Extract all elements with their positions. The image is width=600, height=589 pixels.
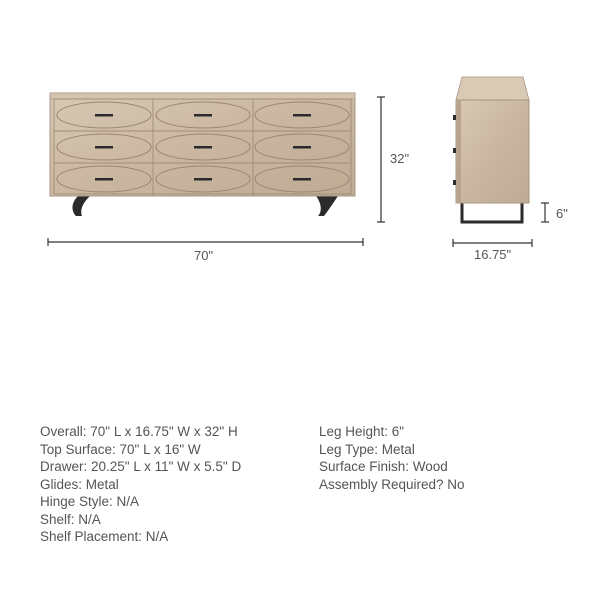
left-leg (73, 196, 91, 216)
side-body (456, 100, 529, 203)
dresser-body (50, 93, 355, 196)
spec-surface-finish: Surface Finish: Wood (319, 459, 448, 474)
spec-leg-type: Leg Type: Metal (319, 441, 415, 457)
drawer-handle (95, 178, 113, 181)
spec-shelf: Shelf: N/A (40, 511, 101, 527)
height-dimension-line (377, 97, 385, 222)
specs-right-column (319, 423, 465, 493)
spec-overall: Overall: 70" L x 16.75" W x 32" H (40, 424, 238, 439)
width-dimension-line (48, 238, 363, 246)
drawer-handle (95, 146, 113, 149)
spec-shelf-placement: Shelf Placement: N/A (40, 529, 169, 544)
spec-top-surface: Top Surface: 70" L x 16" W (40, 441, 201, 457)
drawer-handle (293, 114, 311, 117)
height-label: 32" (390, 151, 410, 166)
drawer-handle (95, 114, 113, 117)
leg-height-label: 6" (556, 206, 568, 221)
dresser-side-view (453, 77, 529, 222)
spec-glides: Glides: Metal (40, 476, 119, 492)
drawer-handle (293, 146, 311, 149)
spec-drawer: Drawer: 20.25" L x 11" W x 5.5" D (40, 459, 242, 474)
drawer-handle (293, 178, 311, 181)
spec-leg-height: Leg Height: 6" (319, 424, 405, 439)
drawer-handle (194, 146, 212, 149)
width-label: 70" (194, 248, 214, 263)
depth-label: 16.75" (474, 247, 512, 262)
leg-dimension-line (541, 203, 549, 222)
specs-left-column (40, 423, 241, 546)
dresser-front-view (50, 93, 355, 216)
drawer-handle (194, 178, 212, 181)
spec-assembly-required: Assembly Required? No (319, 476, 465, 492)
spec-hinge-style: Hinge Style: N/A (40, 494, 140, 509)
depth-dimension-line (453, 239, 532, 247)
drawer-handle (194, 114, 212, 117)
right-leg (316, 196, 338, 216)
side-leg-frame (462, 203, 522, 222)
